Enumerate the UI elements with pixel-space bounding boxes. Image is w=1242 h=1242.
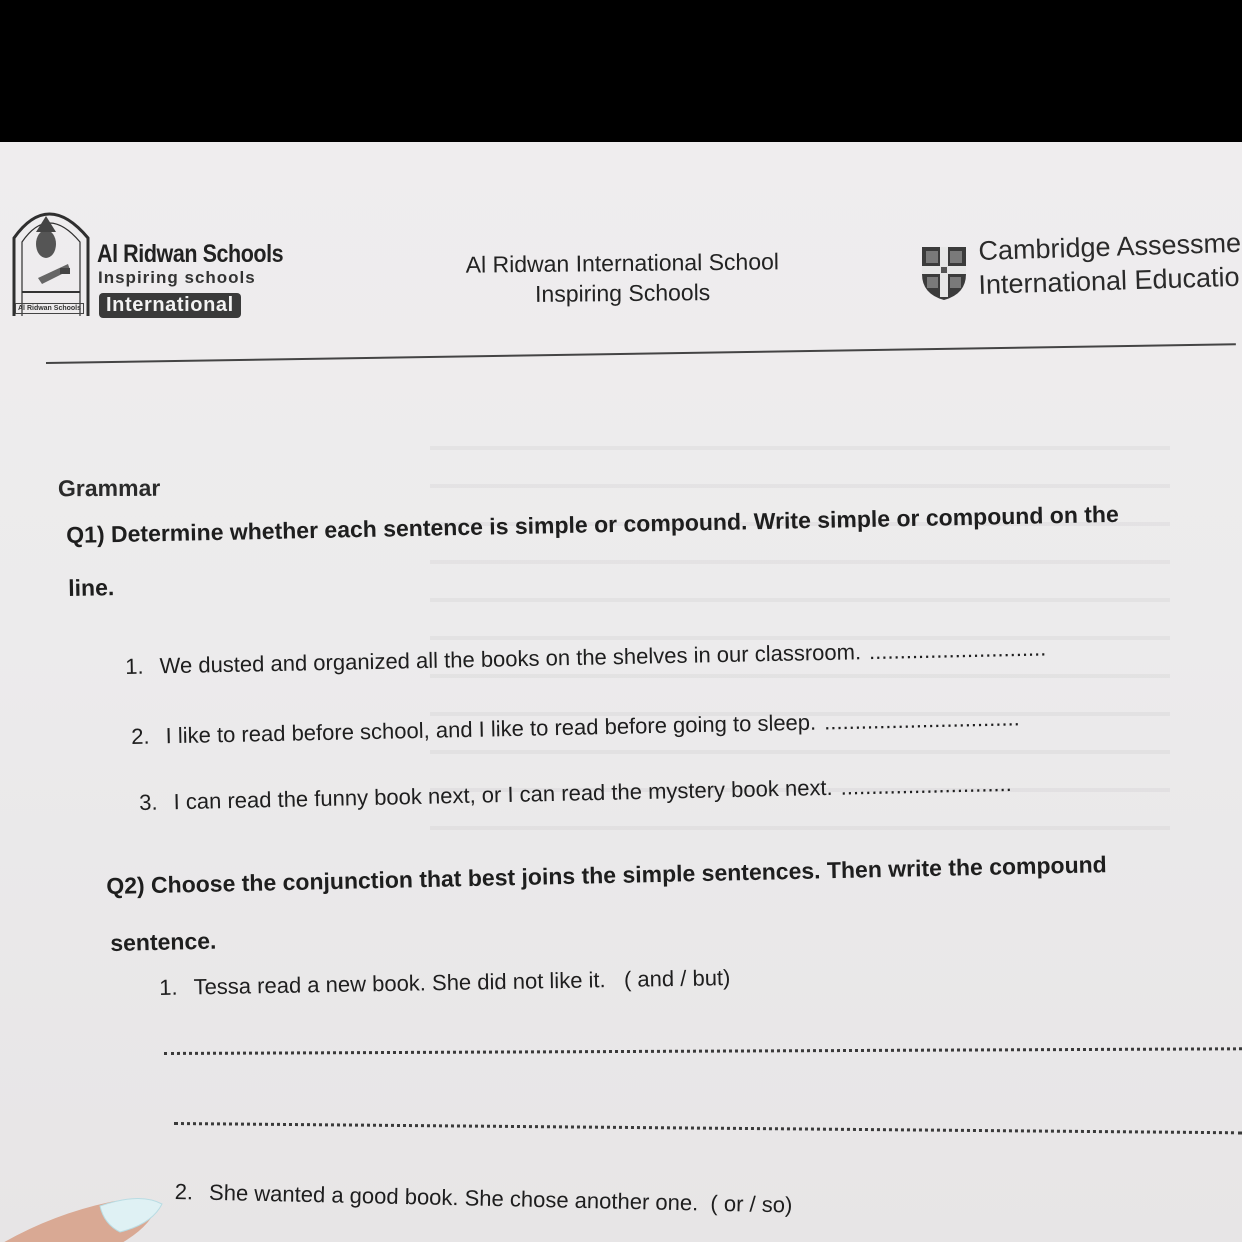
school-title-line1: Al Ridwan International School [465,248,780,278]
header-divider [46,343,1236,364]
answer-blank[interactable]: ................................ [823,705,1020,735]
item-number: 1. [125,653,144,679]
answer-line[interactable] [174,1122,1242,1134]
item-number: 2. [131,723,150,749]
item-number: 1. [159,974,178,1000]
answer-line[interactable] [164,1047,1242,1055]
logo-school-name: Al Ridwan Schools [97,240,284,268]
item-sentence: I like to read before school, and I like to read before going to sleep. [165,709,817,749]
cambridge-subtitle: International Educatio [978,261,1241,300]
item-sentence: Tessa read a new book. She did not like it. [193,967,606,1000]
international-badge: International [99,293,241,318]
logo-tagline: Inspiring schools [98,268,256,287]
q1-heading: Q1) Determine whether each sentence is simple or compound. Write simple or compound on the [66,500,1119,548]
q2-heading-cont: sentence. [110,927,217,956]
worksheet-page [0,142,1242,1242]
conjunction-options: ( or / so) [710,1190,793,1218]
item-sentence: She wanted a good book. She chose another one. [208,1179,699,1216]
q1-heading-cont: line. [68,574,115,601]
q2-item [174,1179,792,1218]
conjunction-options: ( and / but) [623,965,731,992]
q2-item [159,965,731,1001]
answer-blank[interactable]: ............................ [840,770,1013,800]
answer-blank[interactable]: ............................. [868,635,1047,665]
cambridge-name: Cambridge Assessme [978,227,1242,266]
school-title-line2: Inspiring Schools [534,279,711,307]
item-sentence: I can read the funny book next, or I can read the mystery book next. [173,774,833,815]
logo-small-badge: Al Ridwan Schools [15,303,84,314]
finger-photo-detail [0,1162,180,1242]
item-sentence: We dusted and organized all the books on the shelves in our classroom. [159,639,862,679]
school-title [420,246,826,310]
item-number: 2. [174,1179,194,1205]
section-title: Grammar [57,474,161,502]
item-number: 3. [139,789,158,815]
cambridge-crest-icon [919,244,969,302]
q2-heading: Q2) Choose the conjunction that best joins the simple sentences. Then write the compound [106,851,1107,899]
